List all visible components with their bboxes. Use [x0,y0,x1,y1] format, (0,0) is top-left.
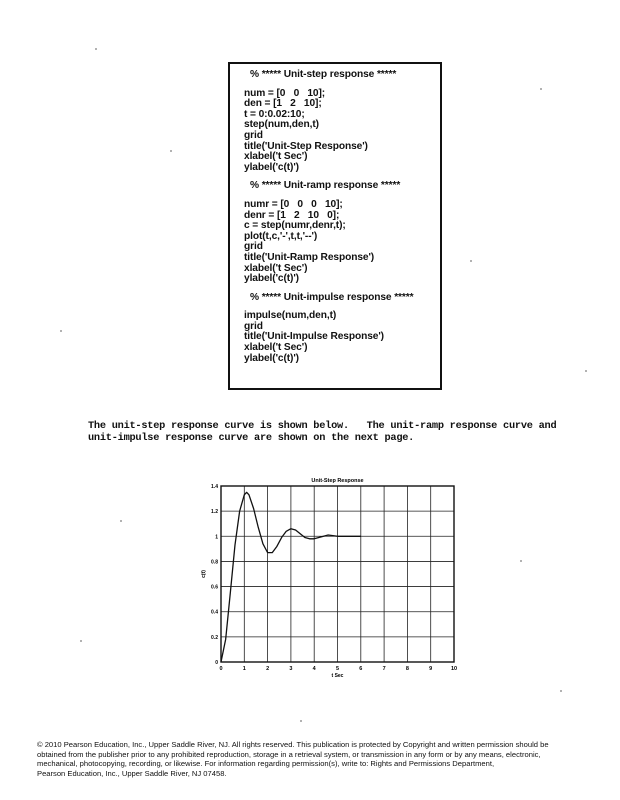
y-tick-label: 0.4 [211,609,218,616]
footer-line-3: mechanical, photocopying, recording, or likewise. For information regarding permission(s), write to: Rights and Permissions Department, [37,759,495,768]
scan-speck [560,690,562,692]
scan-speck [540,88,542,90]
x-tick-label: 4 [312,666,316,672]
code-line: ylabel('c(t)') [244,352,299,364]
code-line: xlabel('t Sec') [244,151,308,163]
code-line: grid [244,241,263,253]
code-line: xlabel('t Sec') [244,262,308,274]
x-tick-label: 1 [242,666,246,672]
y-tick-label: 0.8 [211,559,218,566]
y-tick-label: 1 [215,534,218,541]
scan-speck [300,720,302,722]
step-response-chart [195,472,475,682]
code-line: ylabel('c(t)') [244,161,299,173]
code-comment-ramp: % ***** Unit-ramp response ***** [250,180,401,192]
y-tick-label: 1.4 [211,484,218,490]
chart-svg [195,472,475,682]
x-tick-label: 2 [266,666,270,672]
scan-speck [520,560,522,562]
copyright-footer [37,740,597,778]
code-line: denr = [1 2 10 0]; [244,209,340,221]
code-line: xlabel('t Sec') [244,342,308,354]
scan-speck [95,48,97,50]
x-tick-label: 3 [289,666,293,672]
x-tick-label: 5 [335,666,340,672]
narrative-line-2: unit-impulse response curve are shown on the next page. [88,431,415,444]
code-line: plot(t,c,'-',t,t,'--') [244,230,318,242]
scan-speck [585,370,587,372]
code-comment-impulse: % ***** Unit-impulse response ***** [250,291,414,303]
code-line: t = 0:0.02:10; [244,108,305,120]
x-tick-label: 7 [382,666,386,672]
x-tick-label: 0 [219,666,223,672]
scan-speck [170,150,172,152]
footer-line-4: Pearson Education, Inc., Upper Saddle River, NJ 07458. [37,768,227,778]
scan-speck [120,520,122,522]
narrative-line-1: The unit-step response curve is shown below. The unit-ramp response curve and [88,420,557,432]
code-line: title('Unit-Impulse Response') [244,331,384,343]
matlab-code-box [228,62,442,390]
x-tick-label: 9 [429,666,433,672]
scan-speck [470,260,472,262]
code-line: step(num,den,t) [244,119,319,131]
code-line: title('Unit-Step Response') [244,140,368,152]
chart-title: Unit-Step Response [311,478,364,484]
code-line: impulse(num,den,t) [244,310,337,322]
narrative-text [88,421,598,444]
code-line: ylabel('c(t)') [244,273,299,285]
y-tick-label: 0.6 [211,584,218,591]
code-line: num = [0 0 10]; [244,87,326,99]
x-tick-label: 6 [359,666,363,672]
code-line: c = step(numr,denr,t); [244,220,346,232]
footer-line-2: obtained from the publisher prior to any prohibited reproduction, storage in a retrieval system, or transmission in any form or by any means, electronic, [37,749,541,759]
y-axis-label: c(t) [201,570,207,578]
code-line: numr = [0 0 0 10]; [244,198,343,210]
x-tick-label: 10 [450,666,458,672]
footer-line-1: © 2010 Pearson Education, Inc., Upper Saddle River, NJ. All rights reserved. This publication is protected by Copyright and written permission should be [37,740,549,749]
scan-speck [60,330,62,332]
code-line: grid [244,129,263,141]
code-comment-step: % ***** Unit-step response ***** [250,69,397,80]
y-tick-label: 0 [215,660,218,666]
y-tick-label: 0.2 [211,634,218,641]
code-line: grid [244,320,263,332]
code-line: den = [1 2 10]; [244,98,322,110]
code-line: title('Unit-Ramp Response') [244,251,375,263]
x-tick-label: 8 [405,666,409,672]
x-axis-label: t Sec [331,673,344,679]
scan-speck [80,640,82,642]
y-tick-label: 1.2 [211,509,218,516]
